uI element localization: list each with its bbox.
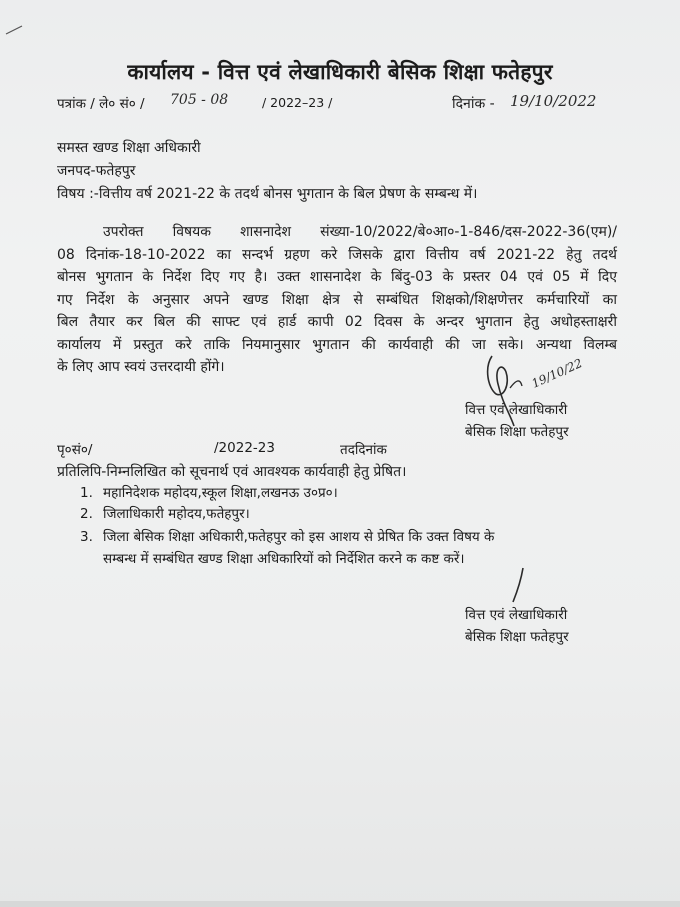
subject-line: विषय :-वित्तीय वर्ष 2021-22 के तदर्थ बोनस भुगतान के बिल प्रेषण के सम्बन्ध में। (57, 186, 478, 202)
copy-ref-date: तददिनांक (340, 442, 387, 458)
copy-item-number: 2. (80, 506, 93, 522)
body-line: बिल तैयार कर बिल की साफ्ट एवं हार्ड कापी 02 दिवस के अन्दर भुगतान हेतु अधोहस्ताक्षरी (57, 314, 617, 330)
copy-ref-year: /2022-23 (214, 440, 275, 456)
body-line: गए निर्देश के अनुसार अपने खण्ड शिक्षा क्षेत्र से सम्बंधित शिक्षको/शिक्षणेत्तर कर्मचारियों का (57, 291, 617, 308)
ref-number: 705 - 08 (170, 92, 229, 108)
date-label: दिनांक - (452, 96, 495, 112)
signature-scribble-2 (505, 566, 535, 606)
signatory-1-title: वित्त एवं लेखाधिकारी (465, 402, 568, 418)
body-line: कार्यालय में प्रस्तुत करे ताकि नियमानुसार भुगतान की कार्यवाही की जा सके। अन्यथा विलम्ब (57, 336, 617, 353)
addressee-line-2: जनपद-फतेहपुर (57, 163, 136, 179)
copy-item-text: जिला बेसिक शिक्षा अधिकारी,फतेहपुर को इस आशय से प्रेषित कि उक्त विषय के (103, 529, 495, 545)
copy-item-number: 1. (80, 485, 93, 501)
ref-label: पत्रांक / ले० सं० / (57, 96, 145, 112)
date-value: 19/10/2022 (510, 92, 597, 110)
copy-item-text: महानिदेशक महोदय,स्कूल शिक्षा,लखनऊ उ०प्र०। (103, 485, 338, 501)
body-line: 08 दिनांक-18-10-2022 का सन्दर्भ ग्रहण करे जिसके द्वारा वित्तीय वर्ष 2021-22 हेतु तदर्थ (57, 246, 617, 263)
pen-mark (4, 20, 44, 40)
signatory-2-title: वित्त एवं लेखाधिकारी (465, 607, 568, 623)
body-line: उपरोक्त विषयक शासनादेश संख्या-10/2022/बे०आ०-1-846/दस-2022-36(एम)/ (103, 224, 617, 240)
copy-item-number: 3. (80, 529, 93, 545)
letterhead-title: कार्यालय - वित्त एवं लेखाधिकारी बेसिक शिक्षा फतेहपुर (127, 60, 553, 84)
copy-intro: प्रतिलिपि-निम्नलिखित को सूचनार्थ एवं आवश्यक कार्यवाही हेतु प्रेषित। (57, 464, 407, 480)
copy-item-text-continued: सम्बन्ध में सम्बंधित खण्ड शिक्षा अधिकारियों को निर्देशित करने क कष्ट करें। (103, 551, 465, 567)
signatory-1-office: बेसिक शिक्षा फतेहपुर (465, 424, 569, 440)
copy-item-text: जिलाधिकारी महोदय,फतेहपुर। (103, 506, 250, 522)
copy-ref-label: पृ०सं०/ (57, 442, 93, 458)
signature-date: 19/10/22 (529, 356, 585, 391)
signatory-2-office: बेसिक शिक्षा फतेहपुर (465, 629, 569, 645)
addressee-line-1: समस्त खण्ड शिक्षा अधिकारी (57, 140, 201, 156)
body-line: बोनस भुगतान के निर्देश दिए गए है। उक्त शासनादेश के बिंदु-03 के प्रस्तर 04 एवं 05 में दिए (57, 269, 617, 285)
ref-year: / 2022–23 / (262, 95, 333, 110)
body-line: के लिए आप स्वयं उत्तरदायी होंगे। (57, 359, 225, 375)
